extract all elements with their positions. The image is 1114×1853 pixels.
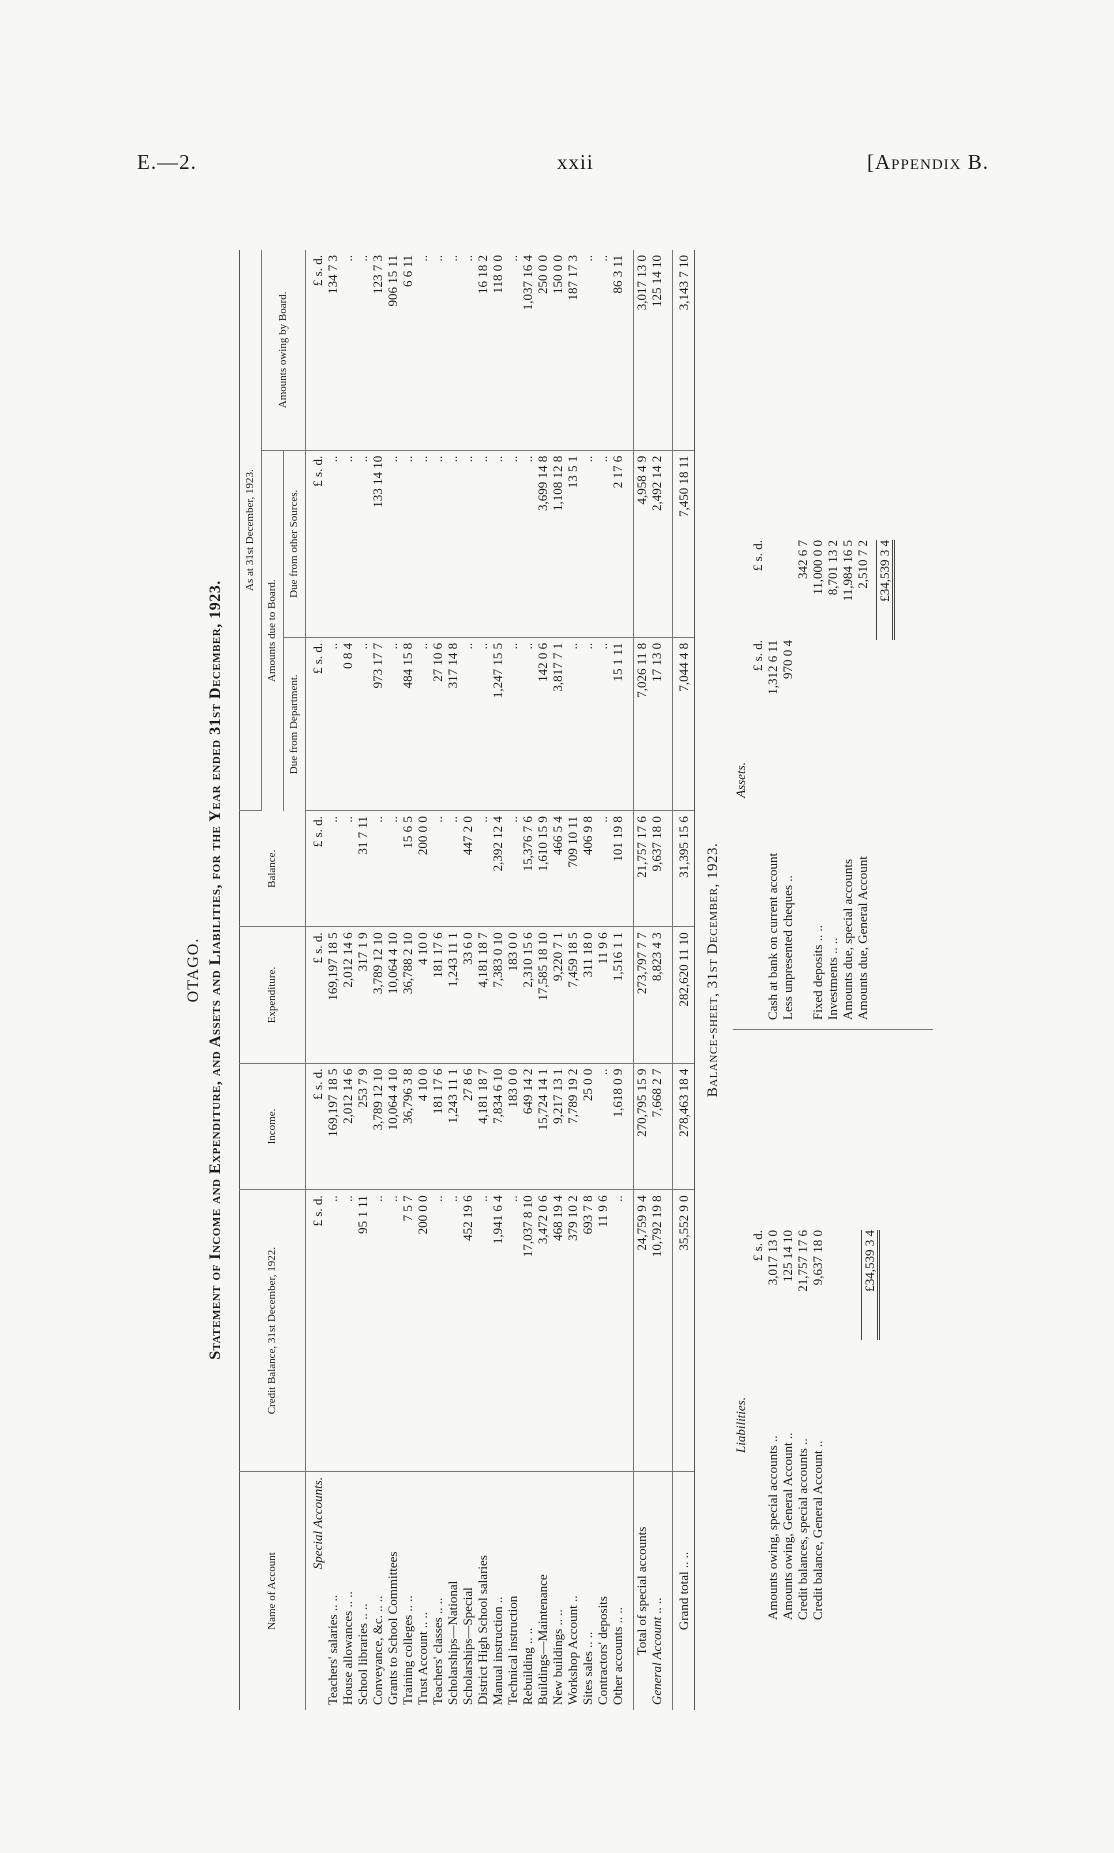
cell-owing: ..: [340, 250, 355, 450]
asset-amount-b: [765, 540, 780, 640]
units-cell: £ s. d.: [306, 250, 326, 450]
asset-amount-b: 342 6 7: [795, 540, 810, 579]
asset-row: [795, 540, 810, 1020]
cell-owing: ..: [355, 250, 370, 450]
cell-other: 3,699 14 8: [535, 450, 550, 637]
asset-amount-b: 11,984 16 5: [840, 540, 855, 602]
asset-label: Cash at bank on current account: [765, 852, 780, 1020]
cell-bal: ..: [475, 811, 490, 927]
cell-income: 36,796 3 8: [400, 1063, 415, 1190]
cell-bal: 9,637 18 0: [649, 811, 664, 927]
cell-exp: 17,585 18 10: [535, 927, 550, 1063]
cell-other: ..: [430, 450, 445, 637]
cell-bal: ..: [370, 811, 385, 927]
cell-owing: ..: [505, 250, 520, 450]
header-page-number: xxii: [557, 150, 594, 174]
cell-exp: 273,797 7 7: [634, 927, 650, 1063]
cell-dept: 7,026 11 8: [634, 637, 650, 810]
table-row: [400, 250, 415, 1710]
units-row: [306, 250, 326, 1710]
col-credit: Credit Balance, 31st December, 1922.: [240, 1190, 306, 1472]
table-row: [340, 250, 355, 1710]
table-row: [610, 250, 625, 1710]
cell-other: ..: [490, 450, 505, 637]
cell-exp: 10,064 4 10: [385, 927, 400, 1063]
cell-exp: 1,516 1 1: [610, 927, 625, 1063]
cell-bal: 15,376 7 6: [520, 811, 535, 927]
col-other: Due from other Sources.: [284, 450, 306, 637]
cell-income: 4,181 18 7: [475, 1063, 490, 1190]
cell-other: 7,450 18 11: [673, 450, 695, 637]
units-cell: £ s. d.: [306, 1063, 326, 1190]
account-name: Workshop Account ..: [565, 1595, 580, 1705]
liability-row: [795, 1230, 810, 1620]
cell-other: 133 14 10: [370, 450, 385, 637]
assets-units-row: [750, 540, 765, 1020]
asset-amount-a: [840, 640, 855, 740]
liability-label: Credit balance, General Account ..: [810, 1440, 825, 1620]
col-income: Income.: [240, 1063, 306, 1190]
account-name: Training colleges .. ..: [400, 1595, 415, 1705]
col-dept: Due from Department.: [284, 637, 306, 810]
cell-exp: 1,243 11 1: [445, 927, 460, 1063]
asset-amount-a: [795, 640, 810, 740]
cell-dept: ..: [460, 637, 475, 810]
table-row: [415, 250, 430, 1710]
table-row: [580, 250, 595, 1710]
cell-credit: 10,792 19 8: [649, 1190, 664, 1472]
units-cell: £ s. d.: [306, 927, 326, 1063]
cell-owing: 3,143 7 10: [673, 250, 695, 450]
section-label: Special Accounts.: [310, 1477, 325, 1570]
asset-label: Fixed deposits .. ..: [810, 925, 825, 1020]
cell-other: ..: [445, 450, 460, 637]
cell-income: 649 14 2: [520, 1063, 535, 1190]
col-asat: As at 31st December, 1923.: [240, 250, 262, 811]
cell-owing: 125 14 10: [649, 250, 664, 450]
cell-dept: 0 8 4: [340, 637, 355, 810]
cell-income: 253 7 9: [355, 1063, 370, 1190]
asset-label: Less unpresented cheques ..: [780, 875, 795, 1020]
cell-exp: 311 18 0: [580, 927, 595, 1063]
liability-label: Amounts owing, General Account ..: [780, 1432, 795, 1620]
cell-other: ..: [400, 450, 415, 637]
region-title: OTAGO.: [185, 937, 202, 1003]
table-row: [385, 250, 400, 1710]
account-name: Grand total .. ..: [673, 1472, 695, 1711]
cell-dept: ..: [580, 637, 595, 810]
liabilities-units: £ s. d.: [750, 1230, 765, 1262]
cell-income: 1,618 0 9: [610, 1063, 625, 1190]
asset-label: Amounts due, special accounts: [840, 858, 855, 1020]
account-name: Other accounts .. ..: [610, 1607, 625, 1705]
account-name: Contractors' deposits: [595, 1596, 610, 1705]
asset-amount-b: 11,000 0 0: [810, 540, 825, 595]
account-name: Scholarships—National: [445, 1580, 460, 1705]
table-row: [550, 250, 565, 1710]
liability-amount: 3,017 13 0: [765, 1230, 780, 1286]
cell-income: 15,724 14 1: [535, 1063, 550, 1190]
cell-exp: 169,197 18 5: [325, 927, 340, 1063]
cell-credit: 693 7 8: [580, 1190, 595, 1472]
cell-bal: 466 5 4: [550, 811, 565, 927]
cell-credit: 95 1 11: [355, 1190, 370, 1472]
table-row: [460, 250, 475, 1710]
cell-bal: 2,392 12 4: [490, 811, 505, 927]
asset-row: [855, 540, 870, 1020]
cell-exp: 181 17 6: [430, 927, 445, 1063]
table-row: [535, 250, 550, 1710]
cell-credit: ..: [505, 1190, 520, 1472]
cell-dept: ..: [355, 637, 370, 810]
liabilities-units-row: [750, 1230, 765, 1620]
cell-exp: 3,789 12 10: [370, 927, 385, 1063]
cell-owing: ..: [595, 250, 610, 450]
account-name: Conveyance, &c. .. ..: [370, 1595, 385, 1705]
cell-dept: ..: [475, 637, 490, 810]
header-left: E.—2.: [137, 150, 197, 174]
cell-income: 27 8 6: [460, 1063, 475, 1190]
table-row: [490, 250, 505, 1710]
asset-label: Amounts due, General Account: [855, 856, 870, 1020]
liability-amount: 125 14 10: [780, 1230, 795, 1282]
units-cell: £ s. d.: [306, 1190, 326, 1472]
assets-heading: Assets.: [733, 762, 748, 798]
account-name: New buildings .. ..: [550, 1609, 565, 1705]
cell-dept: 142 0 6: [535, 637, 550, 810]
cell-bal: 1,610 15 9: [535, 811, 550, 927]
cell-other: ..: [325, 450, 340, 637]
cell-credit: ..: [610, 1190, 625, 1472]
cell-credit: 1,941 6 4: [490, 1190, 505, 1472]
asset-amount-b: [780, 540, 795, 640]
cell-credit: 3,472 0 6: [535, 1190, 550, 1472]
spacer-row: [664, 250, 673, 1710]
cell-exp: 11 9 6: [595, 927, 610, 1063]
cell-owing: 3,017 13 0: [634, 250, 650, 450]
cell-exp: 7,383 0 10: [490, 927, 505, 1063]
cell-other: ..: [340, 450, 355, 637]
table-row: [370, 250, 385, 1710]
cell-dept: ..: [565, 637, 580, 810]
cell-dept: 17 13 0: [649, 637, 664, 810]
cell-dept: 15 1 11: [610, 637, 625, 810]
cell-exp: 36,788 2 10: [400, 927, 415, 1063]
account-name: Teachers' salaries .. ..: [325, 1594, 340, 1705]
cell-bal: ..: [325, 811, 340, 927]
asset-row: [780, 540, 795, 1020]
cell-bal: 15 6 5: [400, 811, 415, 927]
cell-credit: 17,037 8 10: [520, 1190, 535, 1472]
table-row: [430, 250, 445, 1710]
cell-other: ..: [580, 450, 595, 637]
cell-credit: 7 5 7: [400, 1190, 415, 1472]
table-row: [475, 250, 490, 1710]
cell-exp: 8,823 4 3: [649, 927, 664, 1063]
units-cell: £ s. d.: [306, 450, 326, 637]
col-name: Name of Account: [240, 1472, 306, 1711]
cell-credit: ..: [340, 1190, 355, 1472]
cell-other: 1,108 12 8: [550, 450, 565, 637]
liability-row: [765, 1230, 780, 1620]
cell-credit: ..: [475, 1190, 490, 1472]
balance-divider: [733, 1029, 933, 1030]
cell-other: 13 5 1: [565, 450, 580, 637]
cell-exp: 9,220 7 1: [550, 927, 565, 1063]
cell-owing: 187 17 3: [565, 250, 580, 450]
cell-credit: ..: [370, 1190, 385, 1472]
cell-bal: 31,395 15 6: [673, 811, 695, 927]
table-row: [520, 250, 535, 1710]
assets-total-row: [876, 540, 895, 1020]
cell-dept: ..: [385, 637, 400, 810]
table-row: [325, 250, 340, 1710]
cell-income: 7,834 6 10: [490, 1063, 505, 1190]
cell-owing: ..: [430, 250, 445, 450]
table-row: [445, 250, 460, 1710]
cell-owing: ..: [415, 250, 430, 450]
cell-bal: 447 2 0: [460, 811, 475, 927]
table-row: [634, 250, 650, 1710]
cell-bal: 31 7 11: [355, 811, 370, 927]
cell-income: 25 0 0: [580, 1063, 595, 1190]
cell-dept: 317 14 8: [445, 637, 460, 810]
assets-total: £34,539 3 4: [876, 540, 895, 640]
col-due: Amounts due to Board.: [262, 450, 284, 810]
cell-bal: 200 0 0: [415, 811, 430, 927]
cell-income: 181 17 6: [430, 1063, 445, 1190]
cell-other: ..: [520, 450, 535, 637]
cell-owing: 250 0 0: [535, 250, 550, 450]
cell-dept: 7,044 4 8: [673, 637, 695, 810]
account-name: Teachers' classes .. ..: [430, 1597, 445, 1705]
cell-income: 1,243 11 1: [445, 1063, 460, 1190]
asset-row: [765, 540, 780, 1020]
cell-owing: 906 15 11: [385, 250, 400, 450]
table-row: [595, 250, 610, 1710]
cell-credit: ..: [445, 1190, 460, 1472]
cell-dept: ..: [415, 637, 430, 810]
cell-income: 4 10 0: [415, 1063, 430, 1190]
cell-owing: 123 7 3: [370, 250, 385, 450]
cell-other: ..: [355, 450, 370, 637]
cell-owing: 86 3 11: [610, 250, 625, 450]
cell-other: ..: [415, 450, 430, 637]
asset-label: [795, 740, 810, 1020]
cell-credit: ..: [430, 1190, 445, 1472]
account-name: Manual instruction ..: [490, 1596, 505, 1705]
cell-exp: 282,620 11 10: [673, 927, 695, 1063]
table-row: [355, 250, 370, 1710]
cell-owing: 16 18 2: [475, 250, 490, 450]
account-name: General Account .. ..: [649, 1597, 664, 1705]
asset-row: [810, 540, 825, 1020]
cell-dept: 973 17 7: [370, 637, 385, 810]
cell-income: 10,064 4 10: [385, 1063, 400, 1190]
cell-income: 169,197 18 5: [325, 1063, 340, 1190]
cell-bal: 101 19 8: [610, 811, 625, 927]
cell-credit: 468 19 4: [550, 1190, 565, 1472]
cell-owing: 6 6 11: [400, 250, 415, 450]
cell-income: 3,789 12 10: [370, 1063, 385, 1190]
cell-other: 4,958 4 9: [634, 450, 650, 637]
statement-title: Statement of Income and Expenditure, and Assets and Liabilities, for the Year ended 31st December, 1923.: [207, 580, 224, 1360]
cell-dept: ..: [520, 637, 535, 810]
cell-bal: ..: [505, 811, 520, 927]
units-cell: £ s. d.: [306, 637, 326, 810]
table-body: [306, 250, 695, 1710]
header-right: [Appendix B.: [867, 150, 990, 174]
cell-bal: 406 9 8: [580, 811, 595, 927]
cell-income: 183 0 0: [505, 1063, 520, 1190]
units-cell: £ s. d.: [306, 811, 326, 927]
assets-units-a: £ s. d.: [750, 640, 765, 672]
liability-label: Amounts owing, special accounts ..: [765, 1435, 780, 1620]
cell-dept: 27 10 6: [430, 637, 445, 810]
cell-credit: 24,759 9 4: [634, 1190, 650, 1472]
cell-other: ..: [385, 450, 400, 637]
spacer-row: [625, 250, 634, 1710]
account-name: Trust Account .. ..: [415, 1611, 430, 1705]
cell-exp: 7,459 18 5: [565, 927, 580, 1063]
cell-credit: 11 9 6: [595, 1190, 610, 1472]
table-row: [673, 250, 695, 1710]
asset-amount-a: 970 0 4: [780, 640, 795, 679]
assets-units-b: £ s. d.: [750, 540, 765, 572]
cell-dept: 3,817 7 1: [550, 637, 565, 810]
col-balance: Balance.: [240, 811, 306, 927]
col-expenditure: Expenditure.: [240, 927, 306, 1063]
cell-income: 278,463 18 4: [673, 1063, 695, 1190]
cell-bal: ..: [340, 811, 355, 927]
cell-exp: 2,310 15 6: [520, 927, 535, 1063]
asset-amount-a: [810, 640, 825, 740]
cell-dept: ..: [325, 637, 340, 810]
cell-other: ..: [595, 450, 610, 637]
asset-row: [825, 540, 840, 1020]
cell-owing: ..: [460, 250, 475, 450]
cell-exp: 2,012 14 6: [340, 927, 355, 1063]
liabilities-heading: Liabilities.: [733, 1397, 748, 1453]
liability-row: [780, 1230, 795, 1620]
cell-credit: ..: [385, 1190, 400, 1472]
cell-other: 2 17 6: [610, 450, 625, 637]
asset-amount-a: [855, 640, 870, 740]
cell-dept: ..: [505, 637, 520, 810]
cell-income: 7,668 2 7: [649, 1063, 664, 1190]
asset-amount-a: [825, 640, 840, 740]
liabilities-block: [733, 1230, 880, 1620]
cell-credit: 200 0 0: [415, 1190, 430, 1472]
asset-row: [840, 540, 855, 1020]
cell-bal: 21,757 17 6: [634, 811, 650, 927]
asset-amount-a: 1,312 6 11: [765, 640, 780, 695]
cell-bal: 709 10 11: [565, 811, 580, 927]
cell-income: 270,795 15 9: [634, 1063, 650, 1190]
cell-owing: ..: [580, 250, 595, 450]
cell-bal: ..: [430, 811, 445, 927]
account-name: Grants to School Committees: [385, 1551, 400, 1705]
cell-other: ..: [505, 450, 520, 637]
liability-label: Credit balances, special accounts ..: [795, 1438, 810, 1620]
cell-credit: ..: [325, 1190, 340, 1472]
account-name: House allowances .. ..: [340, 1591, 355, 1705]
liability-amount: 21,757 17 6: [795, 1230, 810, 1292]
account-name: District High School salaries: [475, 1555, 490, 1705]
income-expenditure-table: [239, 250, 695, 1710]
liabilities-total-row: [861, 1230, 880, 1620]
cell-other: 2,492 14 2: [649, 450, 664, 637]
cell-credit: 379 10 2: [565, 1190, 580, 1472]
cell-owing: 118 0 0: [490, 250, 505, 450]
cell-credit: 452 19 6: [460, 1190, 475, 1472]
cell-owing: 150 0 0: [550, 250, 565, 450]
account-name: Buildings—Maintenance: [535, 1574, 550, 1705]
account-name: Technical instruction: [505, 1595, 520, 1705]
cell-exp: 183 0 0: [505, 927, 520, 1063]
account-name: Scholarships—Special: [460, 1587, 475, 1705]
liabilities-total: £34,539 3 4: [861, 1230, 880, 1340]
rotated-statement: [185, 200, 1045, 1740]
account-name: Sites sales .. ..: [580, 1631, 595, 1705]
cell-dept: ..: [595, 637, 610, 810]
cell-income: 2,012 14 6: [340, 1063, 355, 1190]
cell-exp: 4,181 18 7: [475, 927, 490, 1063]
assets-block: [733, 540, 895, 1020]
cell-other: ..: [475, 450, 490, 637]
cell-income: 7,789 19 2: [565, 1063, 580, 1190]
cell-bal: ..: [595, 811, 610, 927]
asset-amount-b: 8,701 13 2: [825, 540, 840, 596]
cell-income: ..: [595, 1063, 610, 1190]
cell-owing: 134 7 3: [325, 250, 340, 450]
account-name: Total of special accounts: [634, 1472, 650, 1711]
balance-sheet-title: Balance-sheet, 31st December, 1923.: [705, 842, 721, 1098]
cell-exp: 33 6 0: [460, 927, 475, 1063]
liability-amount: 9,637 18 0: [810, 1230, 825, 1286]
cell-exp: 4 10 0: [415, 927, 430, 1063]
cell-credit: 35,552 9 0: [673, 1190, 695, 1472]
cell-exp: 317 1 9: [355, 927, 370, 1063]
table-row: [565, 250, 580, 1710]
cell-bal: ..: [385, 811, 400, 927]
cell-dept: 484 15 8: [400, 637, 415, 810]
cell-dept: 1,247 15 5: [490, 637, 505, 810]
asset-amount-b: 2,510 7 2: [855, 540, 870, 589]
table-row: [649, 250, 664, 1710]
cell-other: ..: [460, 450, 475, 637]
account-name: School libraries .. ..: [355, 1603, 370, 1705]
asset-label: Investments .. ..: [825, 937, 840, 1020]
account-name: Rebuilding .. ..: [520, 1627, 535, 1705]
col-owing: Amounts owing by Board.: [262, 250, 306, 450]
cell-income: 9,217 13 1: [550, 1063, 565, 1190]
cell-bal: ..: [445, 811, 460, 927]
cell-owing: ..: [445, 250, 460, 450]
liability-row: [810, 1230, 825, 1620]
cell-owing: 1,037 16 4: [520, 250, 535, 450]
table-row: [505, 250, 520, 1710]
